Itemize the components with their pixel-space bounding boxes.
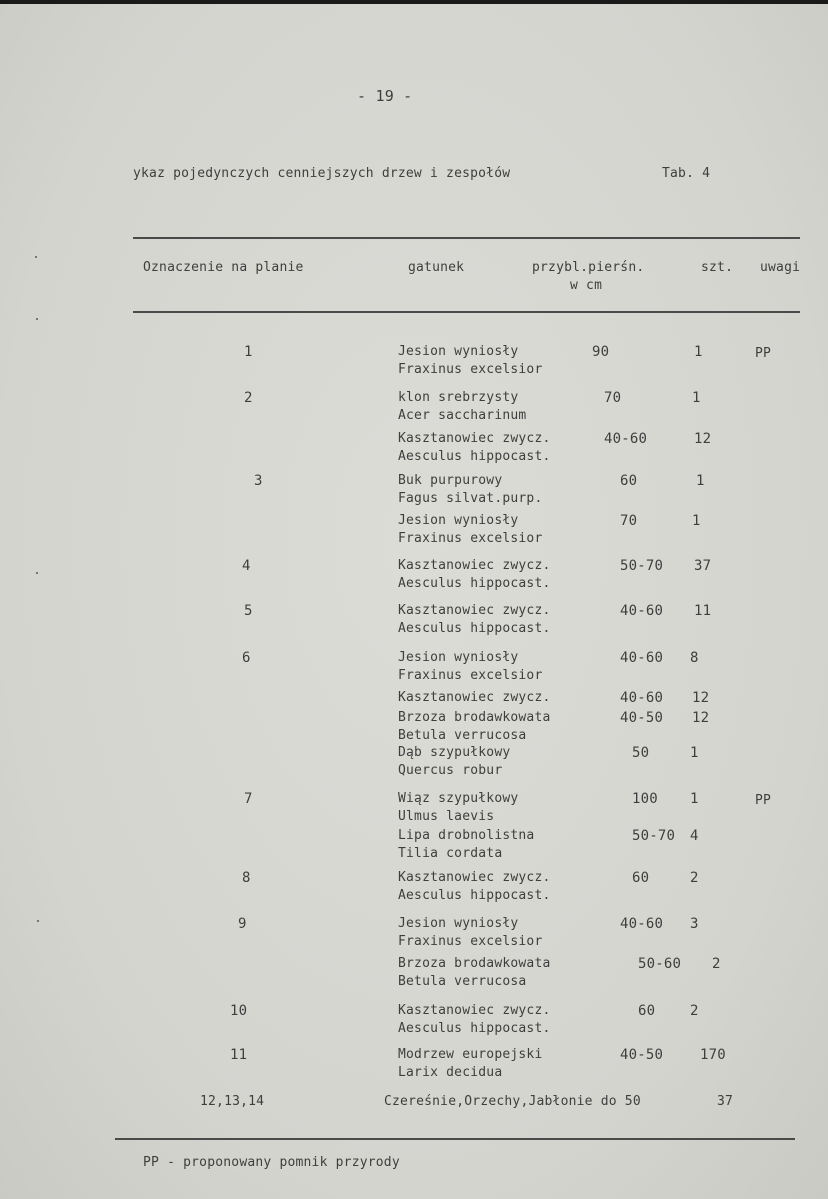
row-diameter: 40-60 <box>604 431 648 447</box>
row-diameter: 40-60 <box>620 650 664 666</box>
row-diameter: 40-50 <box>620 710 664 726</box>
row-diameter: 50-60 <box>638 956 682 972</box>
footnote: PP - proponowany pomnik przyrody <box>143 1155 400 1170</box>
species-latin-name: Fraxinus excelsior <box>398 934 543 949</box>
species-common-name: Kasztanowiec zwycz. <box>398 870 551 885</box>
header-bottom-rule <box>133 311 800 313</box>
species-common-name: Kasztanowiec zwycz. <box>398 431 551 446</box>
row-quantity: 3 <box>690 916 699 932</box>
row-quantity: 170 <box>700 1047 726 1063</box>
row-diameter: 60 <box>620 473 638 489</box>
row-diameter: 90 <box>592 344 610 360</box>
row-diameter: 40-60 <box>620 690 664 706</box>
last-row-designation: 12,13,14 <box>200 1094 265 1109</box>
species-latin-name: Aesculus hippocast. <box>398 621 551 636</box>
species-common-name: klon srebrzysty <box>398 390 519 405</box>
species-common-name: Wiąz szypułkowy <box>398 791 519 806</box>
row-quantity: 2 <box>690 1003 699 1019</box>
species-common-name: Kasztanowiec zwycz. <box>398 690 551 705</box>
header-diameter: przybl.pierśn. <box>532 260 645 275</box>
species-common-name: Brzoza brodawkowata <box>398 956 551 971</box>
species-latin-name: Aesculus hippocast. <box>398 888 551 903</box>
row-designation: 4 <box>242 558 251 574</box>
row-quantity: 1 <box>690 791 699 807</box>
header-quantity: szt. <box>701 260 734 275</box>
row-diameter: 50-70 <box>632 828 676 844</box>
row-quantity: 1 <box>692 513 701 529</box>
last-row-species: Czereśnie,Orzechy,Jabłonie do 50 <box>384 1094 641 1109</box>
row-quantity: 12 <box>692 690 710 706</box>
header-species: gatunek <box>408 260 465 275</box>
row-remark: PP <box>755 346 772 361</box>
species-common-name: Kasztanowiec zwycz. <box>398 603 551 618</box>
row-designation: 11 <box>230 1047 248 1063</box>
row-quantity: 1 <box>692 390 701 406</box>
row-quantity: 1 <box>694 344 703 360</box>
row-designation: 1 <box>244 344 253 360</box>
row-quantity: 2 <box>712 956 721 972</box>
species-common-name: Jesion wyniosły <box>398 513 519 528</box>
row-diameter: 70 <box>620 513 638 529</box>
row-diameter: 40-60 <box>620 916 664 932</box>
row-quantity: 1 <box>696 473 705 489</box>
species-common-name: Kasztanowiec zwycz. <box>398 558 551 573</box>
species-latin-name: Tilia cordata <box>398 846 503 861</box>
species-latin-name: Fraxinus excelsior <box>398 362 543 377</box>
row-designation: 7 <box>244 791 253 807</box>
scan-speck <box>36 572 38 574</box>
species-common-name: Lipa drobnolistna <box>398 828 535 843</box>
species-latin-name: Larix decidua <box>398 1065 503 1080</box>
species-latin-name: Aesculus hippocast. <box>398 1021 551 1036</box>
footer-rule <box>115 1138 795 1140</box>
scan-speck <box>37 920 39 922</box>
row-designation: 2 <box>244 390 253 406</box>
species-latin-name: Quercus robur <box>398 763 503 778</box>
row-diameter: 40-60 <box>620 603 664 619</box>
species-common-name: Dąb szypułkowy <box>398 745 511 760</box>
row-remark: PP <box>755 793 772 808</box>
species-common-name: Brzoza brodawkowata <box>398 710 551 725</box>
species-common-name: Kasztanowiec zwycz. <box>398 1003 551 1018</box>
page-number: - 19 - <box>357 87 413 105</box>
species-latin-name: Fraxinus excelsior <box>398 531 543 546</box>
species-latin-name: Ulmus laevis <box>398 809 495 824</box>
row-designation: 9 <box>238 916 247 932</box>
last-row-quantity: 37 <box>717 1094 734 1109</box>
species-latin-name: Aesculus hippocast. <box>398 449 551 464</box>
row-designation: 10 <box>230 1003 248 1019</box>
row-quantity: 12 <box>694 431 712 447</box>
row-quantity: 2 <box>690 870 699 886</box>
header-remarks: uwagi <box>760 260 801 275</box>
species-latin-name: Fagus silvat.purp. <box>398 491 543 506</box>
row-quantity: 1 <box>690 745 699 761</box>
species-latin-name: Betula verrucosa <box>398 974 527 989</box>
row-diameter: 50 <box>632 745 650 761</box>
row-quantity: 12 <box>692 710 710 726</box>
row-diameter: 50-70 <box>620 558 664 574</box>
species-latin-name: Fraxinus excelsior <box>398 668 543 683</box>
scan-speck <box>36 318 38 320</box>
species-common-name: Buk purpurowy <box>398 473 503 488</box>
species-latin-name: Acer saccharinum <box>398 408 527 423</box>
header-designation: Oznaczenie na planie <box>143 260 304 275</box>
row-designation: 6 <box>242 650 251 666</box>
header-diameter-unit: w cm <box>570 278 603 293</box>
scan-speck <box>35 256 37 258</box>
row-diameter: 60 <box>632 870 650 886</box>
species-latin-name: Aesculus hippocast. <box>398 576 551 591</box>
row-quantity: 37 <box>694 558 712 574</box>
species-common-name: Modrzew europejski <box>398 1047 543 1062</box>
row-designation: 5 <box>244 603 253 619</box>
row-quantity: 8 <box>690 650 699 666</box>
row-diameter: 60 <box>638 1003 656 1019</box>
row-diameter: 40-50 <box>620 1047 664 1063</box>
row-designation: 3 <box>254 473 263 489</box>
row-designation: 8 <box>242 870 251 886</box>
row-quantity: 4 <box>690 828 699 844</box>
species-common-name: Jesion wyniosły <box>398 344 519 359</box>
species-common-name: Jesion wyniosły <box>398 916 519 931</box>
document-title: ykaz pojedynczych cenniejszych drzew i zespołów <box>133 166 511 181</box>
row-diameter: 70 <box>604 390 622 406</box>
header-top-rule <box>133 237 800 239</box>
species-latin-name: Betula verrucosa <box>398 728 527 743</box>
table-reference: Tab. 4 <box>662 166 711 181</box>
species-common-name: Jesion wyniosły <box>398 650 519 665</box>
row-quantity: 11 <box>694 603 712 619</box>
row-diameter: 100 <box>632 791 658 807</box>
scan-edge <box>0 0 828 4</box>
